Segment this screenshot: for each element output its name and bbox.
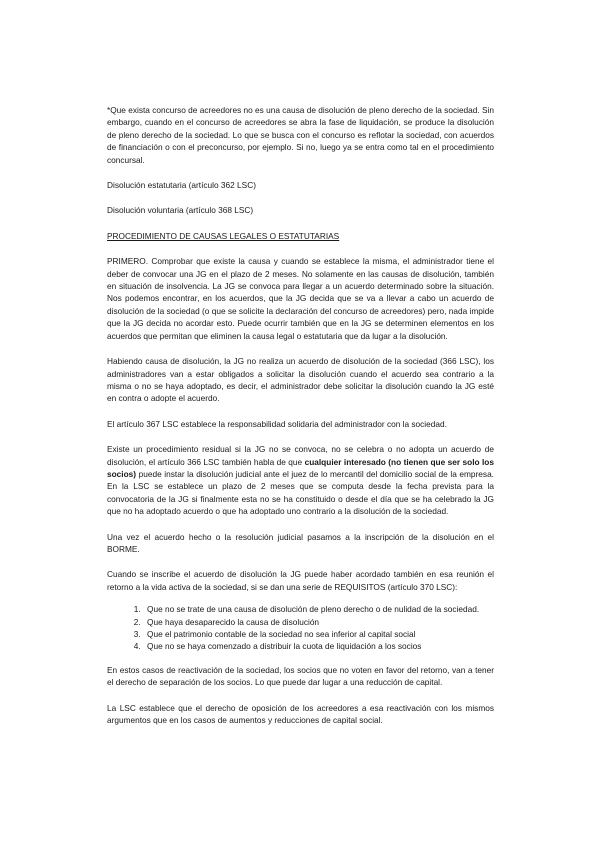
- paragraph-articulo-367: El artículo 367 LSC establece la responsabilidad solidaria del administrador con la sociedad.: [107, 418, 447, 429]
- list-item: 4. Que no se haya comenzado a distribuir la cuota de liquidación a los socios: [143, 640, 494, 652]
- residual-text-bold: cualquier interesado (no tienen que ser solo los socios): [107, 456, 494, 479]
- residual-text-start: Existe un procedimiento residual si la JG no se convoca, no se celebra o no adopta un acuerdo de disolución, el artículo 366 LSC también habla de que: [107, 444, 494, 467]
- list-item: 1. Que no se trate de una causa de disolución de pleno derecho o de nulidad de la sociedad.: [143, 603, 494, 615]
- paragraph-concurso: *Que exista concurso de acreedores no es una causa de disolución de pleno derecho de la sociedad. Sin embargo, cuando en el concurso de acreedores se abra la fase de liquidación, se produce la disolución de pleno derecho de la sociedad. Lo que se busca con el concurso es reflotar la sociedad, con acuerdos de financiación o con el preconcurso, por ejemplo. Si no, luego ya se entra como tal en el procedimiento concursal.: [107, 105, 494, 165]
- paragraph-borme: Una vez el acuerdo hecho o la resolución judicial pasamos a la inscripción de la disolución en el BORME.: [107, 531, 494, 554]
- list-item: 2. Que haya desaparecido la causa de disolución: [143, 616, 494, 628]
- section-heading: PROCEDIMIENTO DE CAUSAS LEGALES O ESTATUTARIAS: [107, 230, 340, 241]
- residual-text-end: puede instar la disolución judicial ante el juez de lo mercantil del domicilio social de la empresa. En la LSC se establece un plazo de 2 meses que se computa desde la fecha prevista para la convocatoria de la JG si finalmente esta no se ha constituido o desde el día que se ha celebrado la JG que no ha adoptado acuerdo o que ha adoptado uno contrario a la disolución de la sociedad.: [107, 468, 494, 517]
- paragraph-reactivacion: En estos casos de reactivación de la sociedad, los socios que no voten en favor del retorno, van a tener el derecho de separación de los socios. Lo que puede dar lugar a una reducción de capital.: [107, 664, 494, 688]
- paragraph-primero: PRIMERO. Comprobar que existe la causa y cuando se establece la misma, el administrador tiene el deber de convocar una JG en el plazo de 2 meses. No solamente en las causas de disolución, también en situación de insolvencia. La JG se convoca para llegar a un acuerdo determinado sobre la situación. Nos podemos encontrar, en los acuerdos, que la JG decida que se va a llevar a cabo un acuerdo de disolución de la sociedad (o que se solicite la declaración del concurso de acreedores) pero, nada impide que la JG decida no acordar esto. Puede ocurrir también que en la JG se determinen elementos en los acuerdos que permitan que eliminen la causa legal o estatutaria que da lugar a la disolución.: [107, 256, 494, 341]
- paragraph-requisitos: Cuando se inscribe el acuerdo de disolución la JG puede haber acordado también en esa reunión el retorno a la vida activa de la sociedad, si se dan una serie de REQUISITOS (artículo 370 LSC):: [107, 569, 494, 592]
- paragraph-causa-disolucion: Habiendo causa de disolución, la JG no realiza un acuerdo de disolución de la sociedad (366 LSC), los administradores van a estar obligados a solicitar la disolución cuando el acuerdo sea contrario a la misma o no se haya adoptado, es decir, el administrador debe solicitar la disolución cuando la JG esté en contra o adopte el acuerdo.: [107, 356, 494, 404]
- list-item: 3. Que el patrimonio contable de la sociedad no sea inferior al capital social: [143, 628, 494, 640]
- paragraph-oposicion-acreedores: La LSC establece que el derecho de oposición de los acreedores a esa reactivación con los mismos argumentos que en los casos de aumentos y reducciones de capital social.: [107, 702, 494, 726]
- paragraph-disolucion-voluntaria: Disolución voluntaria (artículo 368 LSC): [107, 205, 254, 216]
- document-body: [107, 104, 494, 739]
- requirements-list: [107, 603, 494, 653]
- paragraph-disolucion-estatutaria: Disolución estatutaria (artículo 362 LSC): [107, 180, 256, 191]
- paragraph-procedimiento-residual: [107, 443, 494, 517]
